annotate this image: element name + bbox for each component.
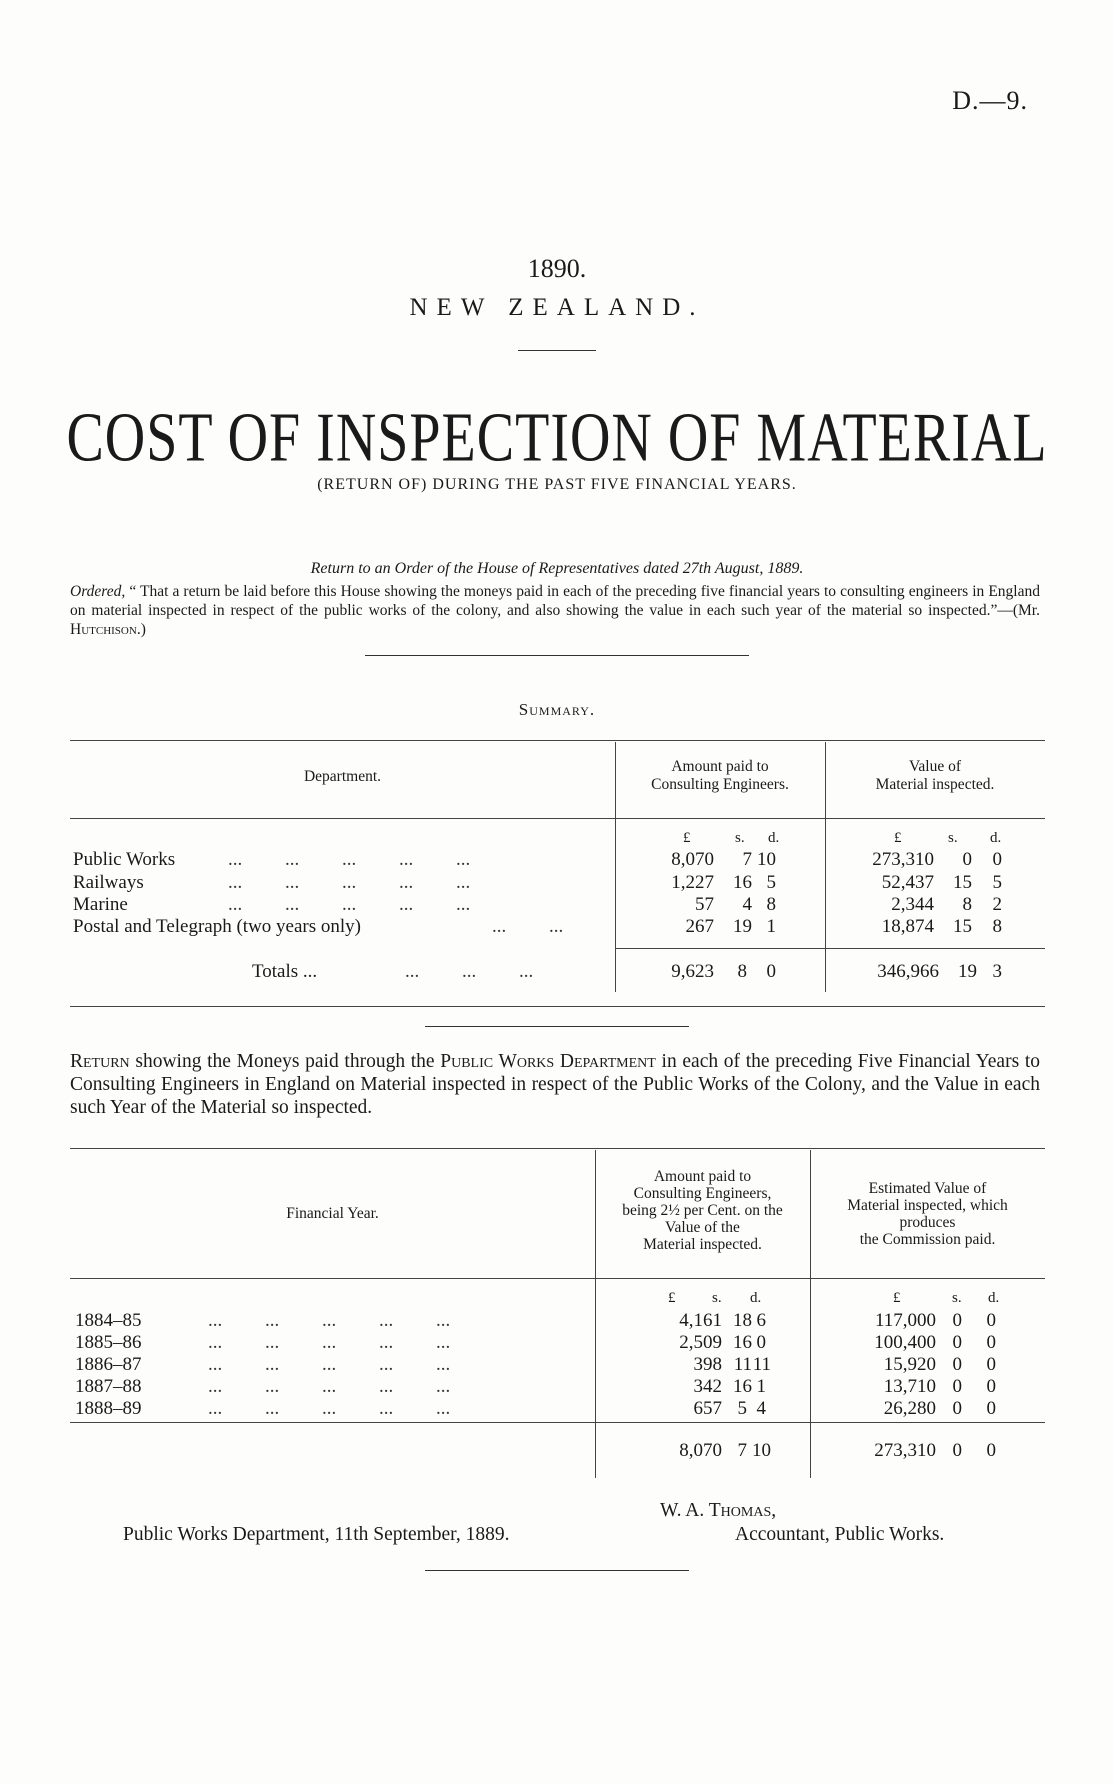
- unit-pounds: £: [683, 830, 691, 846]
- unit-shillings: s.: [712, 1290, 722, 1306]
- divider: [518, 350, 596, 351]
- value-pence: 0: [986, 1398, 996, 1419]
- value-shillings: 15: [953, 916, 972, 937]
- header-line: Value of the: [665, 1219, 740, 1236]
- value-shillings: 8: [962, 894, 972, 915]
- amount-shillings: 16: [733, 872, 752, 893]
- amount-shillings: 18: [733, 1310, 752, 1331]
- value-shillings: 0: [952, 1332, 962, 1353]
- unit-pence: d.: [990, 830, 1002, 846]
- return-text-a: showing the Moneys paid through the: [135, 1051, 435, 1072]
- leader-dots: ... ... ... ... ...: [228, 849, 471, 870]
- leader-dots: ... ... ... ... ...: [228, 894, 471, 915]
- value-shillings: 0: [952, 1398, 962, 1419]
- footer-place-date: Public Works Department, 11th September, 1889.: [123, 1524, 510, 1545]
- amount-shillings: 7: [742, 849, 752, 870]
- total-amount-pence: 10: [752, 1440, 771, 1461]
- unit-pence: d.: [988, 1290, 1000, 1306]
- value-shillings: 0: [952, 1354, 962, 1375]
- value-shillings: 0: [952, 1310, 962, 1331]
- unit-pence: d.: [750, 1290, 762, 1306]
- unit-shillings: s.: [735, 830, 745, 846]
- document-country: NEW ZEALAND.: [409, 294, 705, 321]
- leader-dots: ... ... ... ... ...: [208, 1398, 451, 1419]
- amount-pounds: 398: [693, 1354, 722, 1375]
- footer-position: Accountant, Public Works.: [735, 1524, 945, 1545]
- total-value-shillings: 0: [952, 1440, 962, 1461]
- value-pounds: 13,710: [883, 1376, 936, 1397]
- department-name: Public Works: [73, 849, 176, 870]
- column-header-amount: [615, 758, 825, 794]
- order-member: Hutchison: [70, 621, 137, 638]
- document-reference: D.—9.: [952, 86, 1028, 115]
- column-header-department: Department.: [303, 768, 382, 785]
- header-line: Material inspected.: [875, 776, 995, 793]
- leader-dots: ... ... ... ... ...: [228, 872, 471, 893]
- amount-pounds: 342: [693, 1376, 722, 1397]
- total-value-pence: 0: [986, 1440, 996, 1461]
- page-subtitle: (RETURN OF) DURING THE PAST FIVE FINANCIAL YEARS.: [317, 476, 797, 493]
- value-pounds: 15,920: [883, 1354, 936, 1375]
- amount-pence: 4: [756, 1398, 766, 1419]
- amount-pence: 0: [756, 1332, 766, 1353]
- amount-shillings: 11: [733, 1354, 752, 1375]
- amount-pounds: 8,070: [671, 849, 714, 870]
- column-header-amount: [595, 1168, 810, 1253]
- table-rule: [70, 1422, 1045, 1423]
- value-pounds: 18,874: [881, 916, 934, 937]
- table-rule: [70, 1278, 1045, 1279]
- leader-dots: ... ...: [492, 916, 564, 937]
- amount-shillings: 19: [733, 916, 752, 937]
- column-header-value: [825, 758, 1045, 794]
- document-year: 1890.: [527, 254, 587, 283]
- header-line: produces: [899, 1214, 956, 1231]
- amount-pounds: 1,227: [671, 872, 714, 893]
- order-text: [70, 582, 1040, 639]
- column-header-year: Financial Year.: [286, 1205, 379, 1222]
- leader-dots: ... ... ... ... ...: [208, 1376, 451, 1397]
- leader-dots: ... ... ... ... ...: [208, 1310, 451, 1331]
- value-pence: 5: [992, 872, 1002, 893]
- financial-year: 1886–87: [75, 1354, 142, 1375]
- amount-pence: 11: [752, 1354, 771, 1375]
- unit-shillings: s.: [948, 830, 958, 846]
- ordered-label: Ordered,: [70, 583, 126, 600]
- value-pence: 8: [992, 916, 1002, 937]
- header-line: Amount paid to: [671, 758, 769, 775]
- financial-year: 1887–88: [75, 1376, 142, 1397]
- value-pence: 0: [986, 1332, 996, 1353]
- value-pence: 0: [986, 1310, 996, 1331]
- header-line: the Commission paid.: [859, 1231, 996, 1248]
- unit-pounds: £: [894, 830, 902, 846]
- department-name: Railways: [73, 872, 144, 893]
- unit-pounds: £: [668, 1290, 676, 1306]
- department-name: Postal and Telegraph (two years only): [73, 916, 361, 937]
- total-value-pounds: 273,310: [874, 1440, 936, 1461]
- value-pounds: 26,280: [883, 1398, 936, 1419]
- order-heading: Return to an Order of the House of Representatives dated 27th August, 1889.: [310, 560, 804, 577]
- summary-title: Summary.: [518, 700, 596, 719]
- total-amount-pence: 0: [766, 961, 776, 982]
- amount-pence: 1: [756, 1376, 766, 1397]
- table-rule: [70, 1006, 1045, 1007]
- value-pounds: 100,400: [874, 1332, 936, 1353]
- value-pence: 2: [992, 894, 1002, 915]
- value-shillings: 0: [952, 1376, 962, 1397]
- header-line: Material inspected.: [643, 1236, 762, 1253]
- unit-pence: d.: [768, 830, 780, 846]
- column-header-value: [810, 1180, 1045, 1248]
- header-line: Estimated Value of: [868, 1180, 987, 1197]
- divider: [365, 655, 749, 656]
- financial-year: 1884–85: [75, 1310, 142, 1331]
- value-pounds: 52,437: [881, 872, 934, 893]
- amount-pounds: 267: [685, 916, 714, 937]
- table-rule: [70, 1148, 1045, 1149]
- header-line: Value of: [908, 758, 962, 775]
- total-amount-pounds: 8,070: [679, 1440, 722, 1461]
- financial-year: 1885–86: [75, 1332, 142, 1353]
- divider: [425, 1570, 689, 1571]
- return-description: [70, 1050, 1040, 1119]
- amount-pence: 10: [757, 849, 776, 870]
- financial-year: 1888–89: [75, 1398, 142, 1419]
- amount-pence: 1: [766, 916, 776, 937]
- total-amount-pounds: 9,623: [671, 961, 714, 982]
- amount-pence: 5: [766, 872, 776, 893]
- total-amount-shillings: 7: [737, 1440, 747, 1461]
- value-pounds: 117,000: [874, 1310, 936, 1331]
- header-line: Material inspected, which: [847, 1197, 1008, 1214]
- header-line: Consulting Engineers.: [651, 776, 789, 793]
- amount-pence: 8: [766, 894, 776, 915]
- divider: [425, 1026, 689, 1027]
- total-value-pence: 3: [992, 961, 1002, 982]
- header-line: being 2½ per Cent. on the: [622, 1202, 783, 1219]
- unit-pounds: £: [893, 1290, 901, 1306]
- amount-pounds: 57: [695, 894, 714, 915]
- order-close: .): [136, 621, 146, 638]
- amount-pounds: 4,161: [679, 1310, 722, 1331]
- return-word: Return: [70, 1051, 130, 1072]
- value-pounds: 2,344: [891, 894, 934, 915]
- value-pence: 0: [992, 849, 1002, 870]
- total-value-shillings: 19: [958, 961, 977, 982]
- amount-shillings: 4: [742, 894, 752, 915]
- header-line: Consulting Engineers,: [633, 1185, 772, 1202]
- amount-pounds: 657: [693, 1398, 722, 1419]
- totals-label: Totals ...: [252, 961, 318, 982]
- footer-signatory: W. A. Thomas,: [660, 1500, 777, 1521]
- value-shillings: 15: [953, 872, 972, 893]
- order-body: “ That a return be laid before this House showing the moneys paid in each of the preceding five financial years to consulting engineers in England on material inspected in respect of the public works of the colony, and also showing the value in each such year of the material so inspected.”—(Mr.: [70, 583, 1040, 619]
- amount-pounds: 2,509: [679, 1332, 722, 1353]
- total-value-pounds: 346,966: [877, 961, 939, 982]
- table-rule: [70, 818, 1045, 819]
- value-pounds: 273,310: [872, 849, 934, 870]
- leader-dots: ... ... ... ... ...: [208, 1354, 451, 1375]
- amount-shillings: 5: [737, 1398, 747, 1419]
- leader-dots: ... ... ...: [405, 961, 534, 982]
- leader-dots: ... ... ... ... ...: [208, 1332, 451, 1353]
- value-pence: 0: [986, 1376, 996, 1397]
- department-name: Marine: [73, 894, 128, 915]
- total-amount-shillings: 8: [737, 961, 747, 982]
- return-text-b: in each of the preceding Five Financial Years to Consulting Engineers in England on Material inspected in respect of the Public Works of the Colony, and the Value in each such Year of the Material so inspected.: [70, 1051, 1041, 1118]
- page-title: COST OF INSPECTION OF MATERIAL: [66, 399, 1048, 477]
- amount-shillings: 16: [733, 1376, 752, 1397]
- header-line: Amount paid to: [653, 1168, 752, 1185]
- table-rule: [70, 740, 1045, 741]
- value-shillings: 0: [962, 849, 972, 870]
- amount-pence: 6: [756, 1310, 766, 1331]
- amount-shillings: 16: [733, 1332, 752, 1353]
- unit-shillings: s.: [952, 1290, 962, 1306]
- subtotal-rule: [615, 948, 1045, 949]
- value-pence: 0: [986, 1354, 996, 1375]
- return-department: Public Works Department: [440, 1051, 656, 1072]
